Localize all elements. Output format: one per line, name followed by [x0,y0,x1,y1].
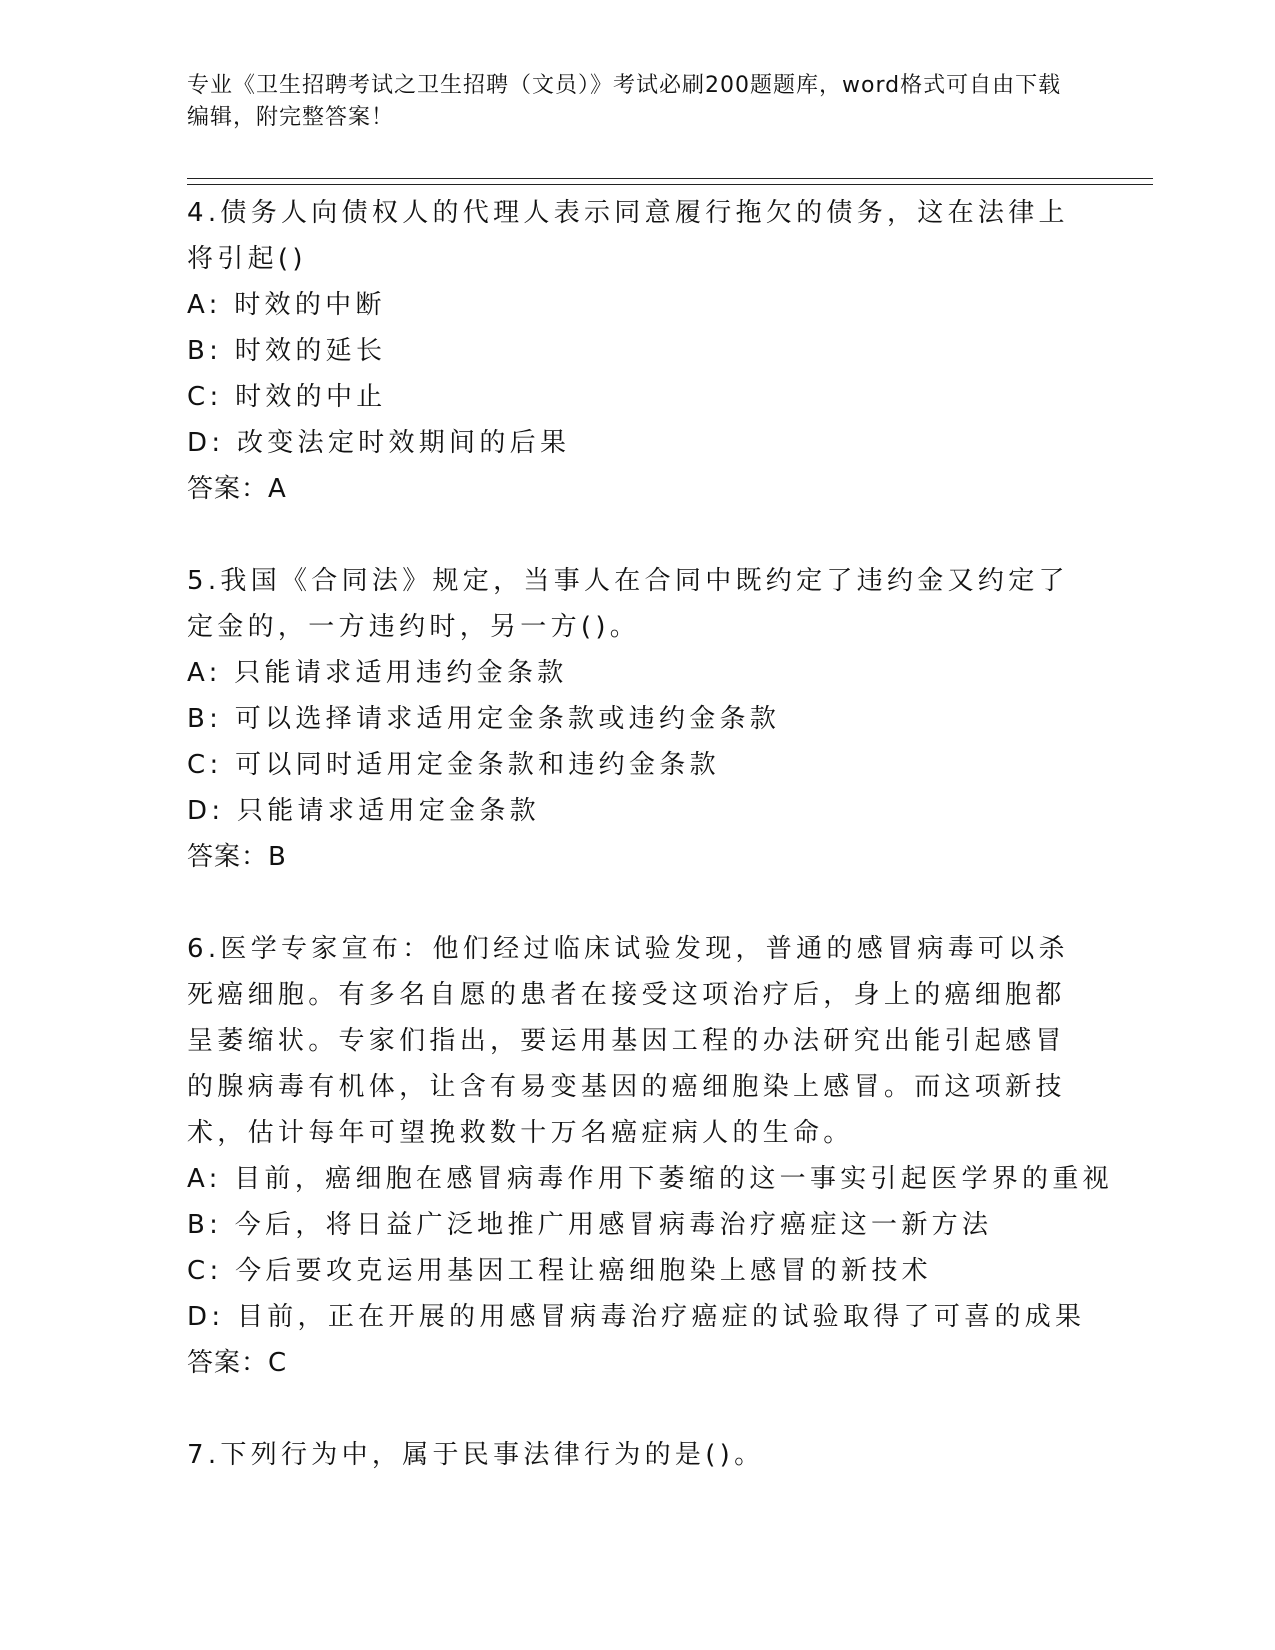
option-c: C: 可以同时适用定金条款和违约金条款 [187,750,720,780]
option-b: B: 今后，将日益广泛地推广用感冒病毒治疗癌症这一新方法 [187,1210,993,1240]
question-stem: 4.债务人向债权人的代理人表示同意履行拖欠的债务，这在法律上将引起() [187,198,1069,274]
option-c: C: 今后要攻克运用基因工程让癌细胞染上感冒的新技术 [187,1256,932,1286]
option-b: B: 时效的延长 [187,336,387,366]
question-5 [187,558,1087,880]
option-a: A: 目前，癌细胞在感冒病毒作用下萎缩的这一事实引起医学界的重视 [187,1164,1113,1194]
question-list [187,190,1113,1524]
answer-line: 答案：C [187,1348,288,1378]
header-divider-bottom [187,184,1153,185]
option-d: D: 只能请求适用定金条款 [187,796,540,826]
option-d: D: 改变法定时效期间的后果 [187,428,571,458]
option-a: A: 只能请求适用违约金条款 [187,658,568,688]
question-4 [187,190,1087,512]
question-6 [187,926,1113,1386]
option-a: A: 时效的中断 [187,290,386,320]
header-divider-top [187,178,1153,179]
option-b: B: 可以选择请求适用定金条款或违约金条款 [187,704,781,734]
option-d: D: 目前，正在开展的用感冒病毒治疗癌症的试验取得了可喜的成果 [187,1302,1086,1332]
question-7 [187,1432,1087,1478]
option-c: C: 时效的中止 [187,382,387,412]
document-header: 专业《卫生招聘考试之卫生招聘（文员）》考试必刷200题题库，word格式可自由下载编辑，附完整答案！ [187,73,1062,130]
answer-line: 答案：B [187,842,287,872]
answer-line: 答案：A [187,474,287,504]
question-stem: 7.下列行为中，属于民事法律行为的是()。 [187,1440,765,1470]
question-stem: 6.医学专家宣布：他们经过临床试验发现，普通的感冒病毒可以杀死癌细胞。有多名自愿的患者在接受这项治疗后，身上的癌细胞都呈萎缩状。专家们指出，要运用基因工程的办法研究出能引起感冒的腺病毒有机体，让含有易变基因的癌细胞染上感冒。而这项新技术，估计每年可望挽救数十万名癌症病人的生命。 [187,934,1069,1148]
question-stem: 5.我国《合同法》规定，当事人在合同中既约定了违约金又约定了定金的，一方违约时，另一方()。 [187,566,1069,642]
